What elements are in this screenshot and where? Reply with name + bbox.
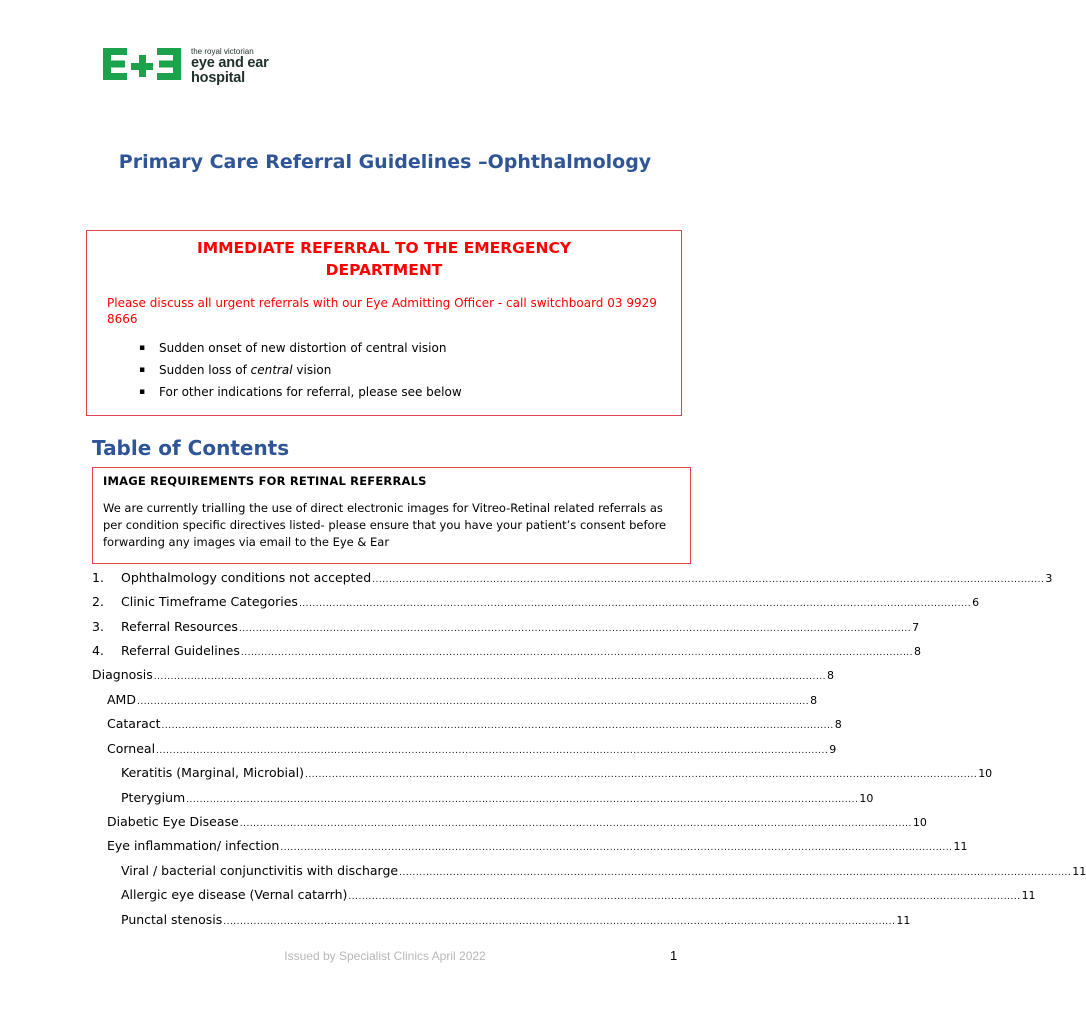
toc-leader: ........................................................................................................................................................................................................ <box>399 868 1072 878</box>
emergency-heading <box>87 237 681 281</box>
toc-label: Cataract <box>107 716 161 731</box>
toc-leader: ........................................................................................................................................................................................................ <box>239 819 912 829</box>
logo-e-left-icon <box>103 48 127 80</box>
toc-page: 11 <box>1072 865 1086 878</box>
emergency-heading-line2: DEPARTMENT <box>325 261 443 279</box>
list-item <box>139 337 462 359</box>
toc-entry[interactable] <box>121 790 874 810</box>
logo-e-right-icon <box>157 48 181 80</box>
toc-label: Keratitis (Marginal, Microbial) <box>121 765 305 780</box>
toc-page: 7 <box>912 621 920 634</box>
toc-entry[interactable] <box>107 741 837 761</box>
toc-number: 3. <box>92 619 104 634</box>
list-item-emphasis: central <box>250 363 293 377</box>
toc-heading: Table of Contents <box>92 436 290 460</box>
toc-leader: ........................................................................................................................................................................................................ <box>156 746 829 756</box>
toc-leader: ........................................................................................................................................................................................................ <box>153 672 826 682</box>
emergency-heading-line1: IMMEDIATE REFERRAL TO THE EMERGENCY <box>196 239 572 257</box>
toc-entry[interactable] <box>92 667 834 687</box>
toc-entry[interactable] <box>92 619 920 639</box>
toc-page: 6 <box>972 596 980 609</box>
image-requirements-text: We are currently trialling the use of direct electronic images for Vitreo-Retinal related referrals as per condition specific directives listed- please ensure that you have your patient’s consent before forwarding any images via email to the Eye & Ear <box>103 501 667 549</box>
toc-leader: ........................................................................................................................................................................................................ <box>280 843 953 853</box>
toc-page: 11 <box>896 914 911 927</box>
toc-label: Allergic eye disease (Vernal catarrh) <box>121 887 348 902</box>
toc-label: Corneal <box>107 741 156 756</box>
toc-entry[interactable] <box>107 814 927 834</box>
toc-page: 10 <box>912 816 927 829</box>
toc-entry[interactable] <box>107 692 818 712</box>
image-requirements-heading: IMAGE REQUIREMENTS FOR RETINAL REFERRALS <box>103 474 427 488</box>
toc-entry[interactable] <box>121 765 993 785</box>
toc-label: Viral / bacterial conjunctivitis with discharge <box>121 863 399 878</box>
toc-label: Clinic Timeframe Categories <box>121 594 298 609</box>
toc-page: 10 <box>978 767 993 780</box>
toc-label: Ophthalmology conditions not accepted <box>121 570 372 585</box>
toc-number: 1. <box>92 570 104 585</box>
logo-mark-icon <box>103 48 181 80</box>
list-item-text: vision <box>292 363 332 377</box>
toc-entry[interactable] <box>121 887 1036 907</box>
toc-leader: ........................................................................................................................................................................................................ <box>238 624 912 634</box>
toc-label: Punctal stenosis <box>121 912 223 927</box>
toc-label: Referral Resources <box>121 619 238 634</box>
emergency-criteria-list <box>139 337 462 403</box>
toc-label: Referral Guidelines <box>121 643 240 658</box>
toc-leader: ........................................................................................................................................................................................................ <box>161 721 834 731</box>
toc-page: 11 <box>953 840 968 853</box>
logo-plus-icon <box>131 55 153 77</box>
toc-page: 8 <box>826 669 834 682</box>
document-title: Primary Care Referral Guidelines –Ophthalmology <box>118 151 652 173</box>
image-requirements-box <box>92 467 691 564</box>
logo-line2: hospital <box>191 69 245 86</box>
toc-page: 8 <box>810 694 818 707</box>
toc-page: 9 <box>829 743 837 756</box>
toc-page: 8 <box>914 645 922 658</box>
list-item-text: Sudden loss of <box>159 363 251 377</box>
bullet-icon: ▪ <box>139 365 146 375</box>
toc-entry[interactable] <box>92 594 980 614</box>
toc-entry[interactable] <box>92 643 922 663</box>
page-number: 1 <box>670 948 678 963</box>
toc-entry[interactable] <box>121 863 1086 883</box>
page-footer: Issued by Specialist Clinics April 2022 <box>284 949 486 963</box>
toc-leader: ........................................................................................................................................................................................................ <box>372 575 1045 585</box>
toc-page: 10 <box>859 792 874 805</box>
list-item <box>139 381 462 403</box>
toc-entry[interactable] <box>107 838 968 858</box>
toc-entry[interactable] <box>92 570 1053 590</box>
toc-label: Diagnosis <box>92 667 153 682</box>
bullet-icon: ▪ <box>139 343 146 353</box>
toc-leader: ........................................................................................................................................................................................................ <box>223 917 896 927</box>
toc-label: Pterygium <box>121 790 186 805</box>
list-item <box>139 359 462 381</box>
logo-small-text: the royal victorian <box>191 47 254 56</box>
toc-label: AMD <box>107 692 136 707</box>
toc-label: Diabetic Eye Disease <box>107 814 239 829</box>
toc-page: 3 <box>1045 572 1053 585</box>
toc-leader: ........................................................................................................................................................................................................ <box>298 599 972 609</box>
toc-leader: ........................................................................................................................................................................................................ <box>186 795 859 805</box>
toc-leader: ........................................................................................................................................................................................................ <box>348 892 1021 902</box>
toc-page: 11 <box>1021 889 1036 902</box>
emergency-referral-box <box>86 230 682 416</box>
toc-label: Eye inflammation/ infection <box>107 838 280 853</box>
list-item-text: Sudden onset of new distortion of central vision <box>159 341 447 355</box>
toc-number: 4. <box>92 643 104 658</box>
emergency-contact-text: Please discuss all urgent referrals with our Eye Admitting Officer - call switchboard 03 9929 8666 <box>107 296 657 326</box>
toc-entry[interactable] <box>121 912 911 932</box>
bullet-icon: ▪ <box>139 387 146 397</box>
toc-entry[interactable] <box>107 716 842 736</box>
toc-leader: ........................................................................................................................................................................................................ <box>136 697 810 707</box>
toc-page: 8 <box>834 718 842 731</box>
toc-leader: ........................................................................................................................................................................................................ <box>305 770 978 780</box>
logo-wordmark <box>191 48 269 85</box>
hospital-logo <box>103 48 269 88</box>
logo-line1: eye and ear <box>191 55 269 71</box>
list-item-text: For other indications for referral, please see below <box>159 385 462 399</box>
toc-number: 2. <box>92 594 104 609</box>
toc-leader: ........................................................................................................................................................................................................ <box>240 648 914 658</box>
